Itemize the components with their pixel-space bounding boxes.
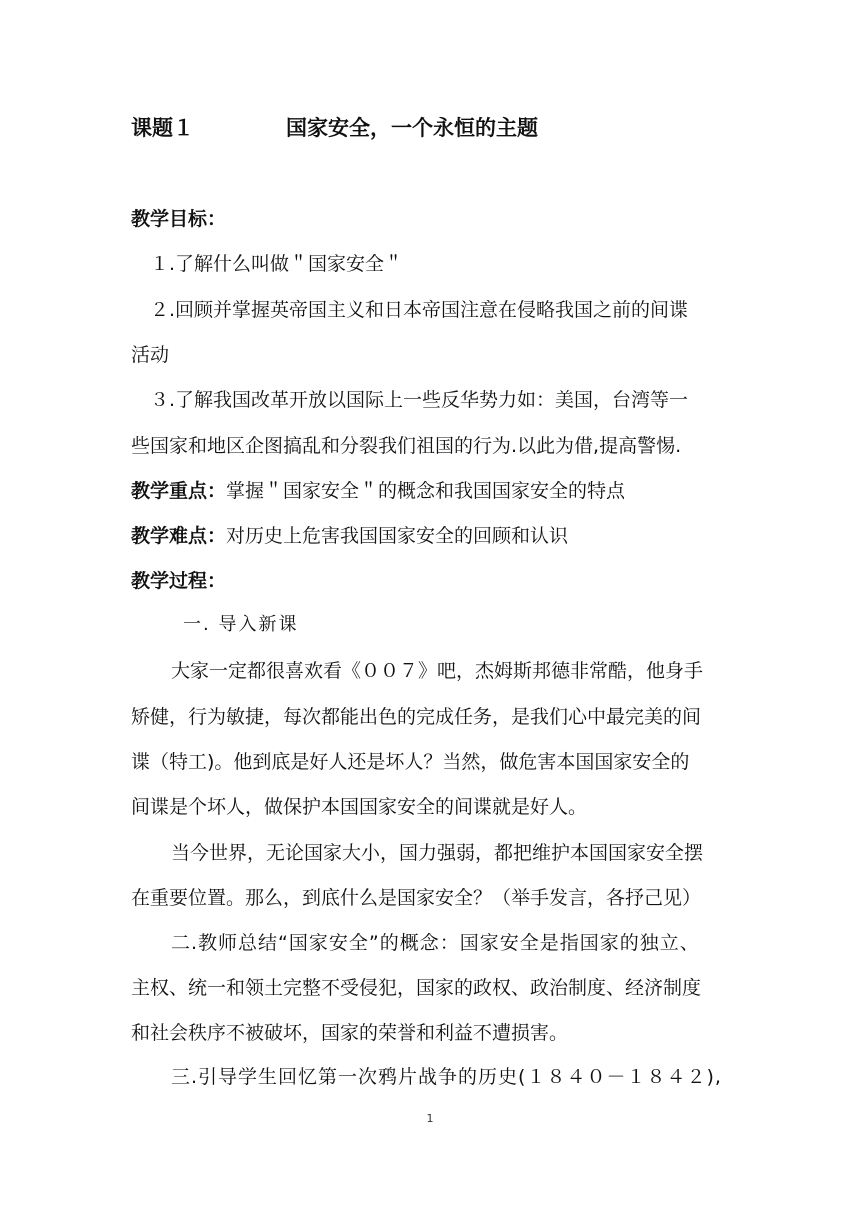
paragraph-2-line-1: 当今世界，无论国家大小，国力强弱，都把维护本国国家安全摆 <box>171 842 704 864</box>
goal-item-3-line-1: ３.了解我国改革开放以国际上一些反华势力如：美国，台湾等一 <box>150 389 689 411</box>
section-3-line-1: 三.引导学生回忆第一次鸦片战争的历史(１８４０－１８４２), <box>171 1066 722 1088</box>
paragraph-1-line-4: 间谍是个坏人，做保护本国国家安全的间谍就是好人。 <box>131 796 588 818</box>
paragraph-2-line-2: 在重要位置。那么，到底什么是国家安全？（举手发言，各抒己见） <box>131 887 702 909</box>
key-point-text: 掌握＂国家安全＂的概念和我国国家安全的特点 <box>226 480 626 502</box>
key-point <box>131 478 625 504</box>
page-title <box>131 115 538 141</box>
section-2-line-1: 二.教师总结“国家安全”的概念：国家安全是指国家的独立、 <box>171 932 700 954</box>
section-2-line-3: 和社会秩序不被破坏，国家的荣誉和利益不遭损害。 <box>131 1022 569 1044</box>
goal-item-3-line-2: 些国家和地区企图搞乱和分裂我们祖国的行为.以此为借,提高警惕. <box>131 435 682 457</box>
section-2-line-2: 主权、统一和领土完整不受侵犯，国家的政权、政治制度、经济制度 <box>131 977 702 999</box>
process-heading: 教学过程： <box>131 570 227 592</box>
goal-item-2-line-1: ２.回顾并掌握英帝国主义和日本帝国注意在侵略我国之前的间谍 <box>150 299 689 321</box>
difficulty-text: 对历史上危害我国国家安全的回顾和认识 <box>226 525 569 547</box>
lesson-title: 国家安全，一个永恒的主题 <box>286 116 538 140</box>
goals-heading: 教学目标： <box>131 208 227 230</box>
difficulty-label: 教学难点： <box>131 525 227 547</box>
paragraph-1-line-3: 谍（特工)。他到底是好人还是坏人？当然，做危害本国国家安全的 <box>131 751 690 773</box>
goal-item-2-line-2: 活动 <box>131 344 170 366</box>
key-point-label: 教学重点： <box>131 480 227 502</box>
paragraph-1-line-1: 大家一定都很喜欢看《００７》吧，杰姆斯邦德非常酷，他身手 <box>171 660 704 682</box>
page-number: 1 <box>426 1112 434 1125</box>
lesson-number: 课题１ <box>131 116 194 140</box>
goal-item-1: １.了解什么叫做＂国家安全＂ <box>150 253 404 275</box>
section-1-heading: 一. 导入新课 <box>183 614 299 635</box>
paragraph-1-line-2: 矫健，行为敏捷，每次都能出色的完成任务，是我们心中最完美的间 <box>131 706 702 728</box>
difficulty <box>131 523 568 549</box>
